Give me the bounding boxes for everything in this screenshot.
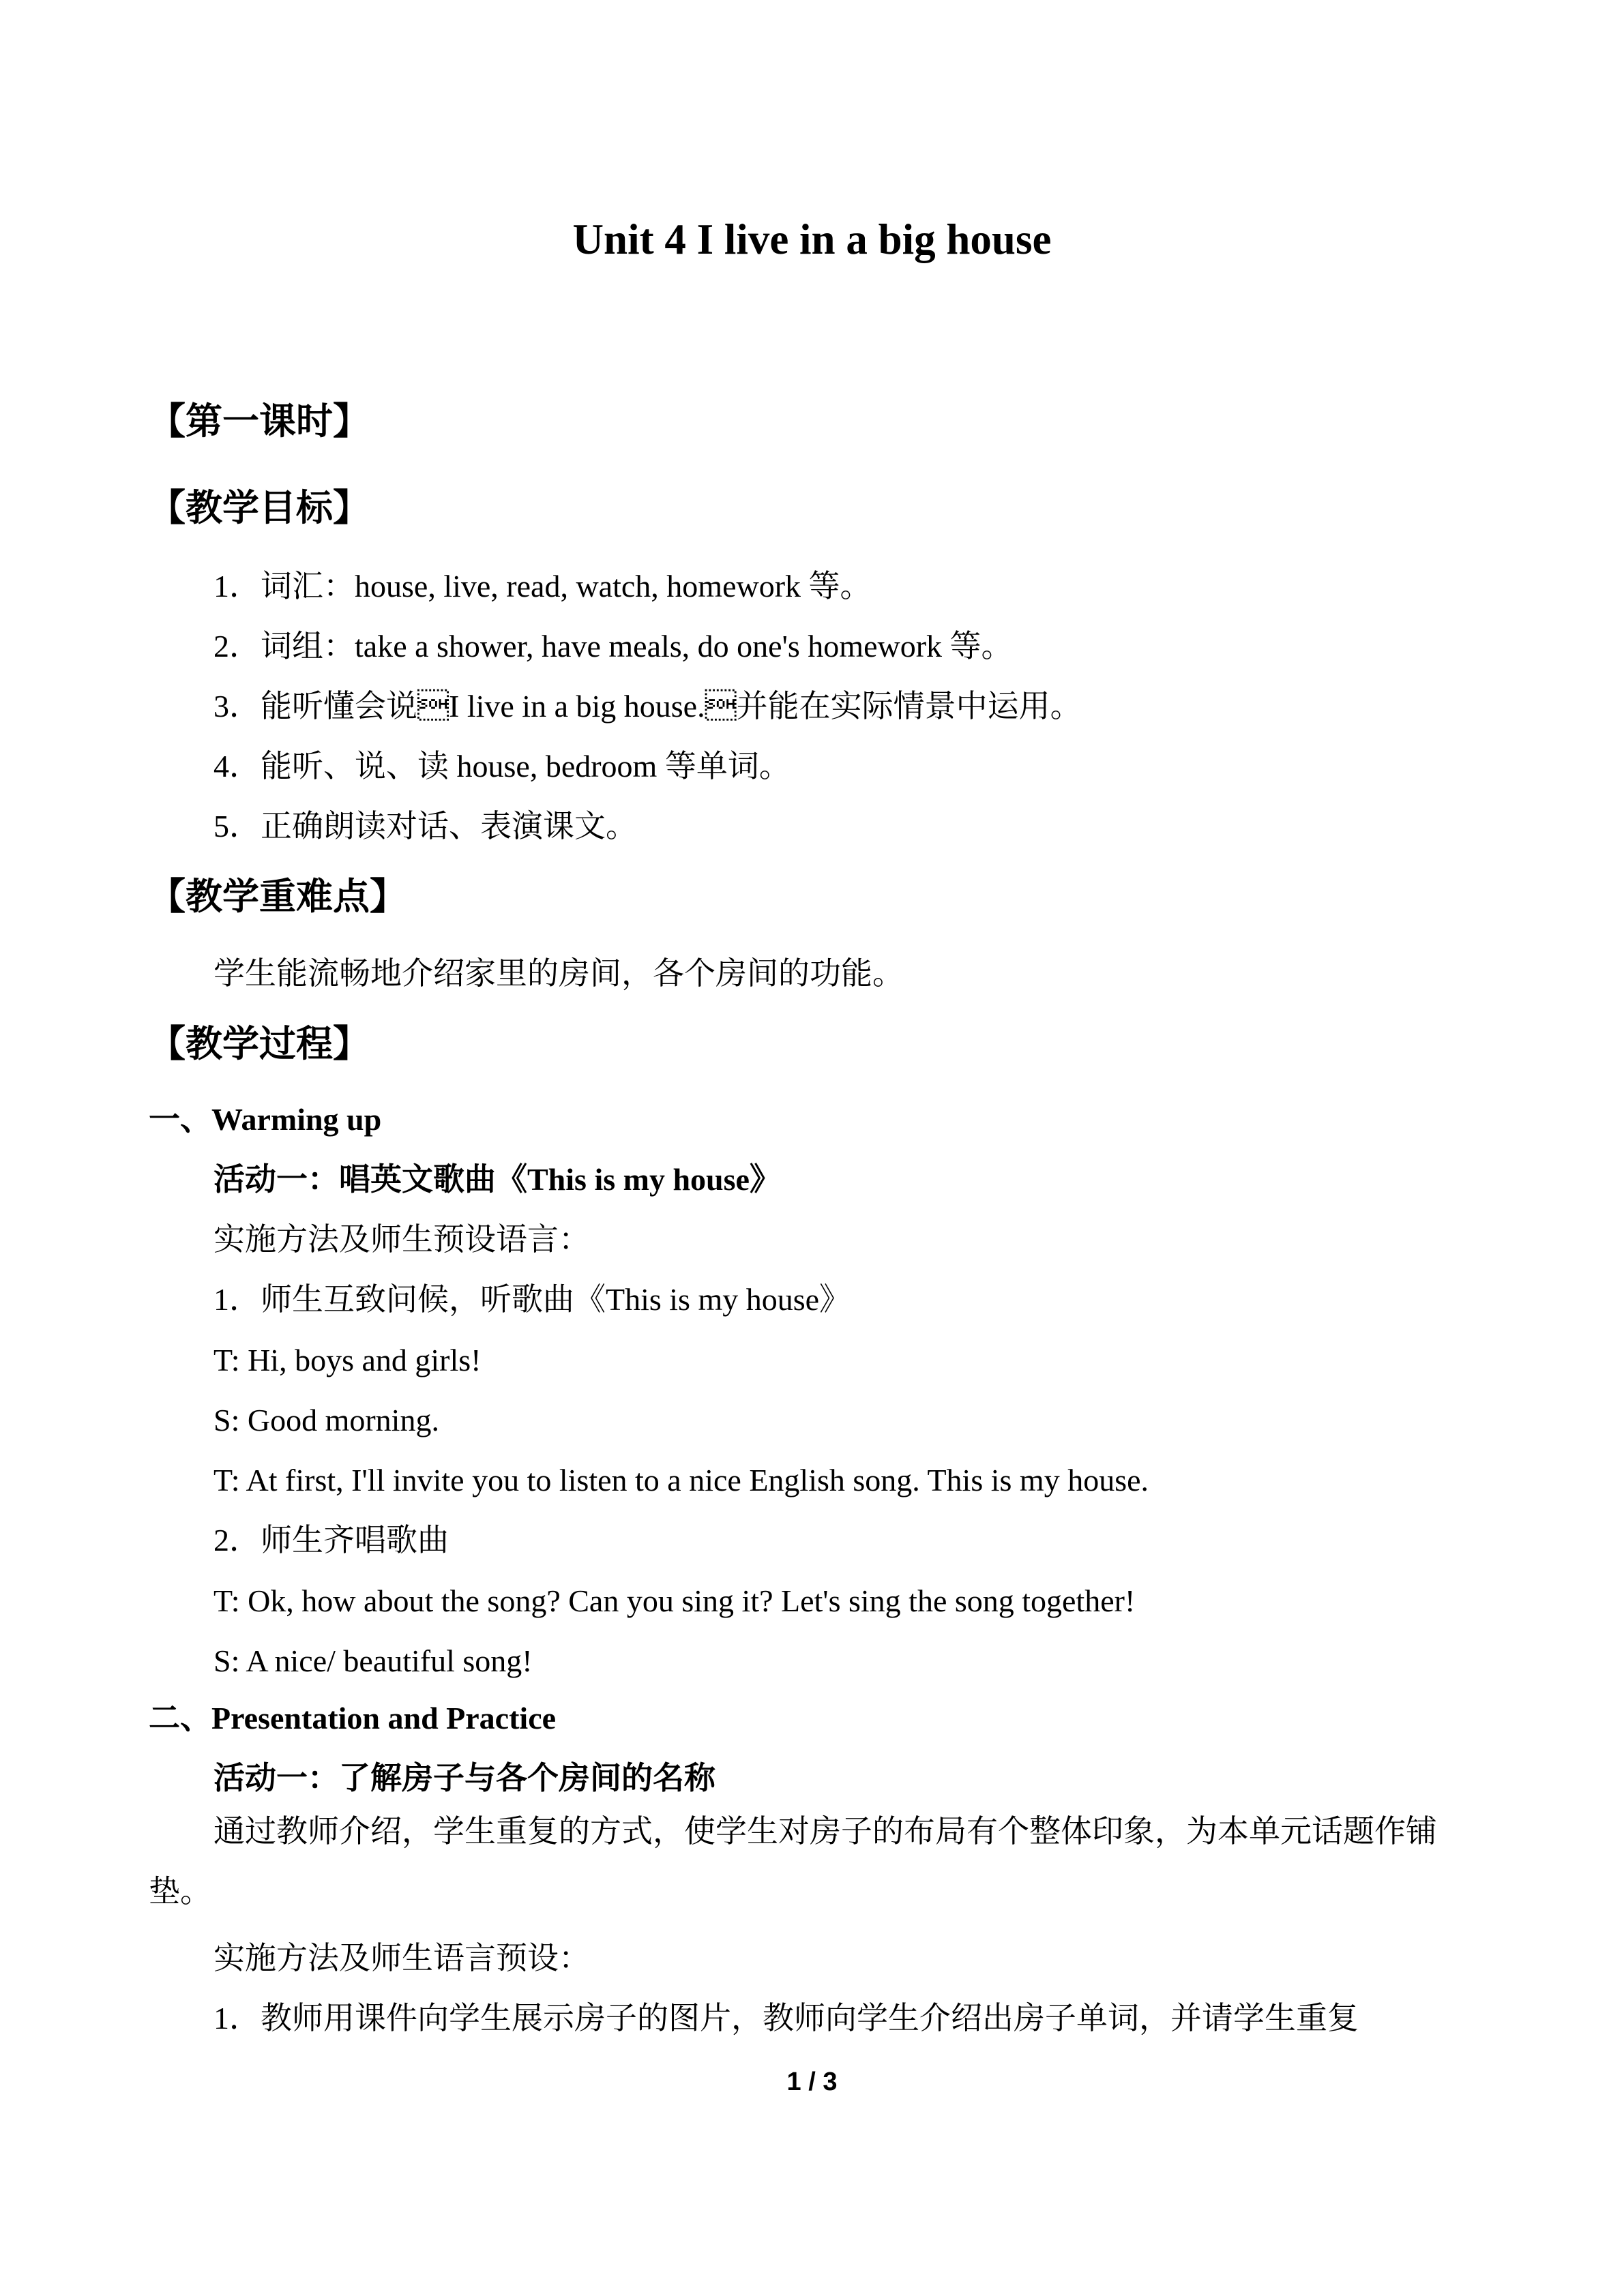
section-warming-up-title: 一、Warming up: [149, 1102, 382, 1137]
key-points-heading: 【教学重难点】: [149, 875, 407, 918]
section1-line-3: S: Good morning.: [213, 1403, 439, 1437]
section2-activity: 活动一：了解房子与各个房间的名称: [213, 1761, 715, 1795]
section1-line-2: T: Hi, boys and girls!: [213, 1343, 482, 1377]
section2-method-label: 实施方法及师生语言预设：: [213, 1941, 590, 1976]
document-title: Unit 4 I live in a big house: [572, 215, 1052, 263]
section1-line-5: 2．师生齐唱歌曲: [213, 1523, 449, 1557]
objective-item-2: 2．词组：take a shower, have meals, do one's homework 等。: [213, 629, 1013, 664]
lesson-label: 【第一课时】: [149, 400, 370, 443]
section1-line-6: T: Ok, how about the song? Can you sing it? Let's sing the song together!: [213, 1583, 1136, 1618]
objectives-heading: 【教学目标】: [149, 486, 370, 529]
section2-paragraph: 通过教师介绍，学生重复的方式，使学生对房子的布局有个整体印象，为本单元话题作铺垫。: [149, 1814, 1437, 1909]
objective-item-1: 1．词汇：house, live, read, watch, homework 等。: [213, 569, 872, 603]
page-number: 1 / 3: [786, 2068, 838, 2096]
key-points-text: 学生能流畅地介绍家里的房间，各个房间的功能。: [213, 956, 904, 991]
section1-activity: 活动一：唱英文歌曲《This is my house》: [213, 1162, 781, 1197]
section1-method-label: 实施方法及师生预设语言：: [213, 1222, 590, 1257]
section1-line-1: 1．师生互致问候，听歌曲《This is my house》: [213, 1282, 851, 1317]
process-heading: 【教学过程】: [149, 1022, 370, 1065]
section1-line-7: S: A nice/ beautiful song!: [213, 1643, 533, 1678]
section2-step-1: 1．教师用课件向学生展示房子的图片，教师向学生介绍出房子单词，并请学生重复: [213, 2001, 1359, 2036]
section1-line-4: T: At first, I'll invite you to listen to a nice English song. This is my house.: [213, 1463, 1149, 1497]
objective-item-3: 3．能听懂会说I live in a big house.并能在实际情景中运用。: [213, 689, 1082, 724]
section-presentation-title: 二、Presentation and Practice: [149, 1701, 557, 1735]
objective-item-5: 5．正确朗读对话、表演课文。: [213, 809, 637, 844]
objective-item-4: 4．能听、说、读 house, bedroom 等单词。: [213, 749, 791, 784]
